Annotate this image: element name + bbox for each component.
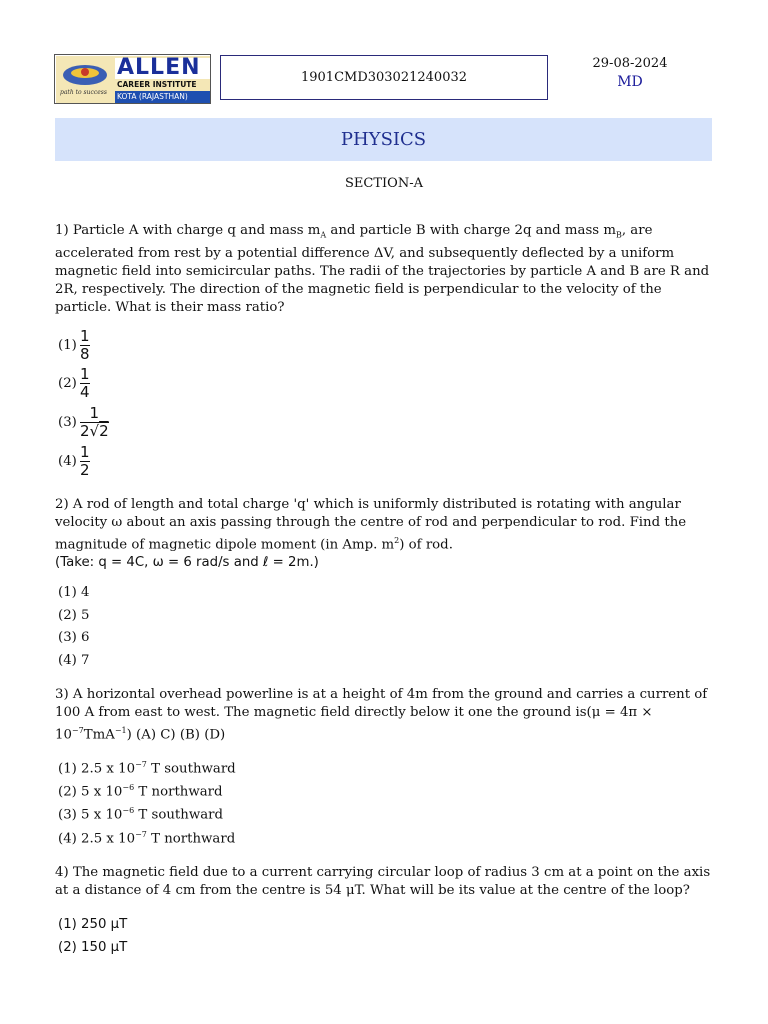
- q3-option-2[interactable]: [58, 783, 223, 799]
- q1-option-3-fraction: [80, 405, 109, 440]
- question-4: 4) The magnetic field due to a current carrying circular loop of radius 3 cm at a point on the axis at a distance of 4 cm from the centre is 54 μT. What will be its value at the centre of the loop?: [55, 865, 711, 898]
- option-text: (4) 2.5 x 10: [58, 831, 136, 847]
- q1-text-part: , are accelerated from rest by a potential difference ΔV, and subsequently deflected by a uniform magnetic field into semicircular paths. The radii of the trajectories by particle A and B are R and 2R, respectively. The direction of the magnetic field is perpendicular to the velocity of the particle. What is their mass ratio?: [55, 223, 710, 315]
- q1-option-2-fraction: [80, 366, 90, 401]
- logo-subtitle: CAREER INSTITUTE: [117, 80, 197, 89]
- q2-option-3[interactable]: (3) 6: [58, 630, 90, 645]
- paper-code: 1901CMD303021240032: [300, 70, 468, 85]
- section-heading: SECTION-A: [345, 176, 423, 191]
- fraction-numerator: 1: [80, 365, 90, 383]
- q4-option-1[interactable]: (1) 250 μT: [58, 917, 128, 932]
- option-text: T southward: [134, 807, 224, 823]
- q1-option-1-fraction: [80, 328, 90, 363]
- q2-text-part: 2) A rod of length and total charge 'q' which is uniformly distributed is rotating with angular velocity ω about an axis passing through the centre of rod and perpendicular to rod. Find the magnitude of magnetic dipole moment (in Amp. m: [55, 497, 687, 553]
- option-exponent: −7: [135, 760, 147, 769]
- q3-option-3[interactable]: [58, 806, 223, 822]
- q1-subscript-a: A: [320, 230, 327, 240]
- option-exponent: −6: [122, 806, 135, 815]
- option-label: (4): [58, 454, 77, 469]
- subject-banner: [55, 118, 712, 161]
- q2-superscript: 2: [394, 536, 400, 545]
- option-text: (3) 5 x 10: [58, 807, 123, 823]
- q2-option-2[interactable]: (2) 5: [58, 608, 90, 623]
- exam-date: 29-08-2024: [592, 56, 668, 71]
- fraction-denominator: 8: [80, 345, 90, 363]
- option-text: T northward: [146, 831, 236, 847]
- q3-option-1[interactable]: [58, 760, 236, 776]
- q1-text-part: and particle B with charge 2q and mass m: [326, 223, 616, 238]
- option-text: (1) 2.5 x 10: [58, 761, 136, 777]
- q2-given-values: (Take: q = 4C, ω = 6 rad/s and ℓ = 2m.): [55, 555, 319, 571]
- fraction-denominator: [80, 423, 109, 440]
- fraction-numerator: 1: [80, 327, 90, 345]
- option-label: (2): [58, 376, 77, 391]
- logo-brand-text: ALLEN: [117, 55, 201, 80]
- q1-text-part: 1) Particle A with charge q and mass m: [55, 223, 321, 238]
- q3-option-4[interactable]: [58, 830, 235, 846]
- logo-location: KOTA (RAJASTHAN): [117, 92, 188, 101]
- q4-option-2[interactable]: (2) 150 μT: [58, 940, 128, 955]
- q3-text-part: TmA: [83, 727, 115, 743]
- q3-text-part: 3) A horizontal overhead powerline is at a height of 4m from the ground and carries a current of 100 A from east to west. The magnetic field directly below it one the ground is(μ = 4π × 10: [55, 687, 708, 743]
- option-exponent: −6: [122, 783, 135, 792]
- denominator-coefficient: 2: [80, 422, 90, 440]
- stream-label: MD: [617, 74, 643, 90]
- question-3: [55, 686, 715, 744]
- option-exponent: −7: [135, 830, 147, 839]
- option-text: (2) 5 x 10: [58, 784, 123, 800]
- fraction-denominator: 4: [80, 383, 90, 401]
- q2-option-4[interactable]: (4) 7: [58, 653, 90, 668]
- q3-text-part: ) (A) C) (B) (D): [126, 727, 226, 743]
- option-label: (3): [58, 415, 77, 430]
- allen-logo: [54, 54, 211, 104]
- sqrt-symbol: √: [89, 422, 100, 440]
- sqrt-radicand: 2: [99, 422, 109, 440]
- q2-option-1[interactable]: (1) 4: [58, 585, 90, 600]
- subject-title: PHYSICS: [340, 129, 427, 150]
- q3-superscript: −7: [71, 726, 84, 735]
- paper-code-box: [220, 55, 548, 100]
- q1-option-4-fraction: [80, 444, 90, 479]
- question-1: [55, 222, 715, 317]
- fraction-denominator: 2: [80, 461, 90, 479]
- q1-option-3[interactable]: [58, 415, 77, 430]
- q1-option-1[interactable]: [58, 338, 77, 353]
- q1-subscript-b: B: [615, 230, 622, 240]
- logo-tagline: path to success: [60, 89, 107, 96]
- q2-text-part: ) of rod.: [399, 537, 453, 553]
- option-text: T southward: [146, 761, 236, 777]
- fraction-numerator: 1: [80, 443, 90, 461]
- q3-superscript: −1: [114, 726, 127, 735]
- fraction-numerator: 1: [89, 404, 100, 422]
- question-2: [55, 496, 715, 572]
- option-label: (1): [58, 338, 77, 353]
- q1-option-2[interactable]: [58, 376, 77, 391]
- option-text: T northward: [134, 784, 223, 800]
- q1-option-4[interactable]: [58, 454, 77, 469]
